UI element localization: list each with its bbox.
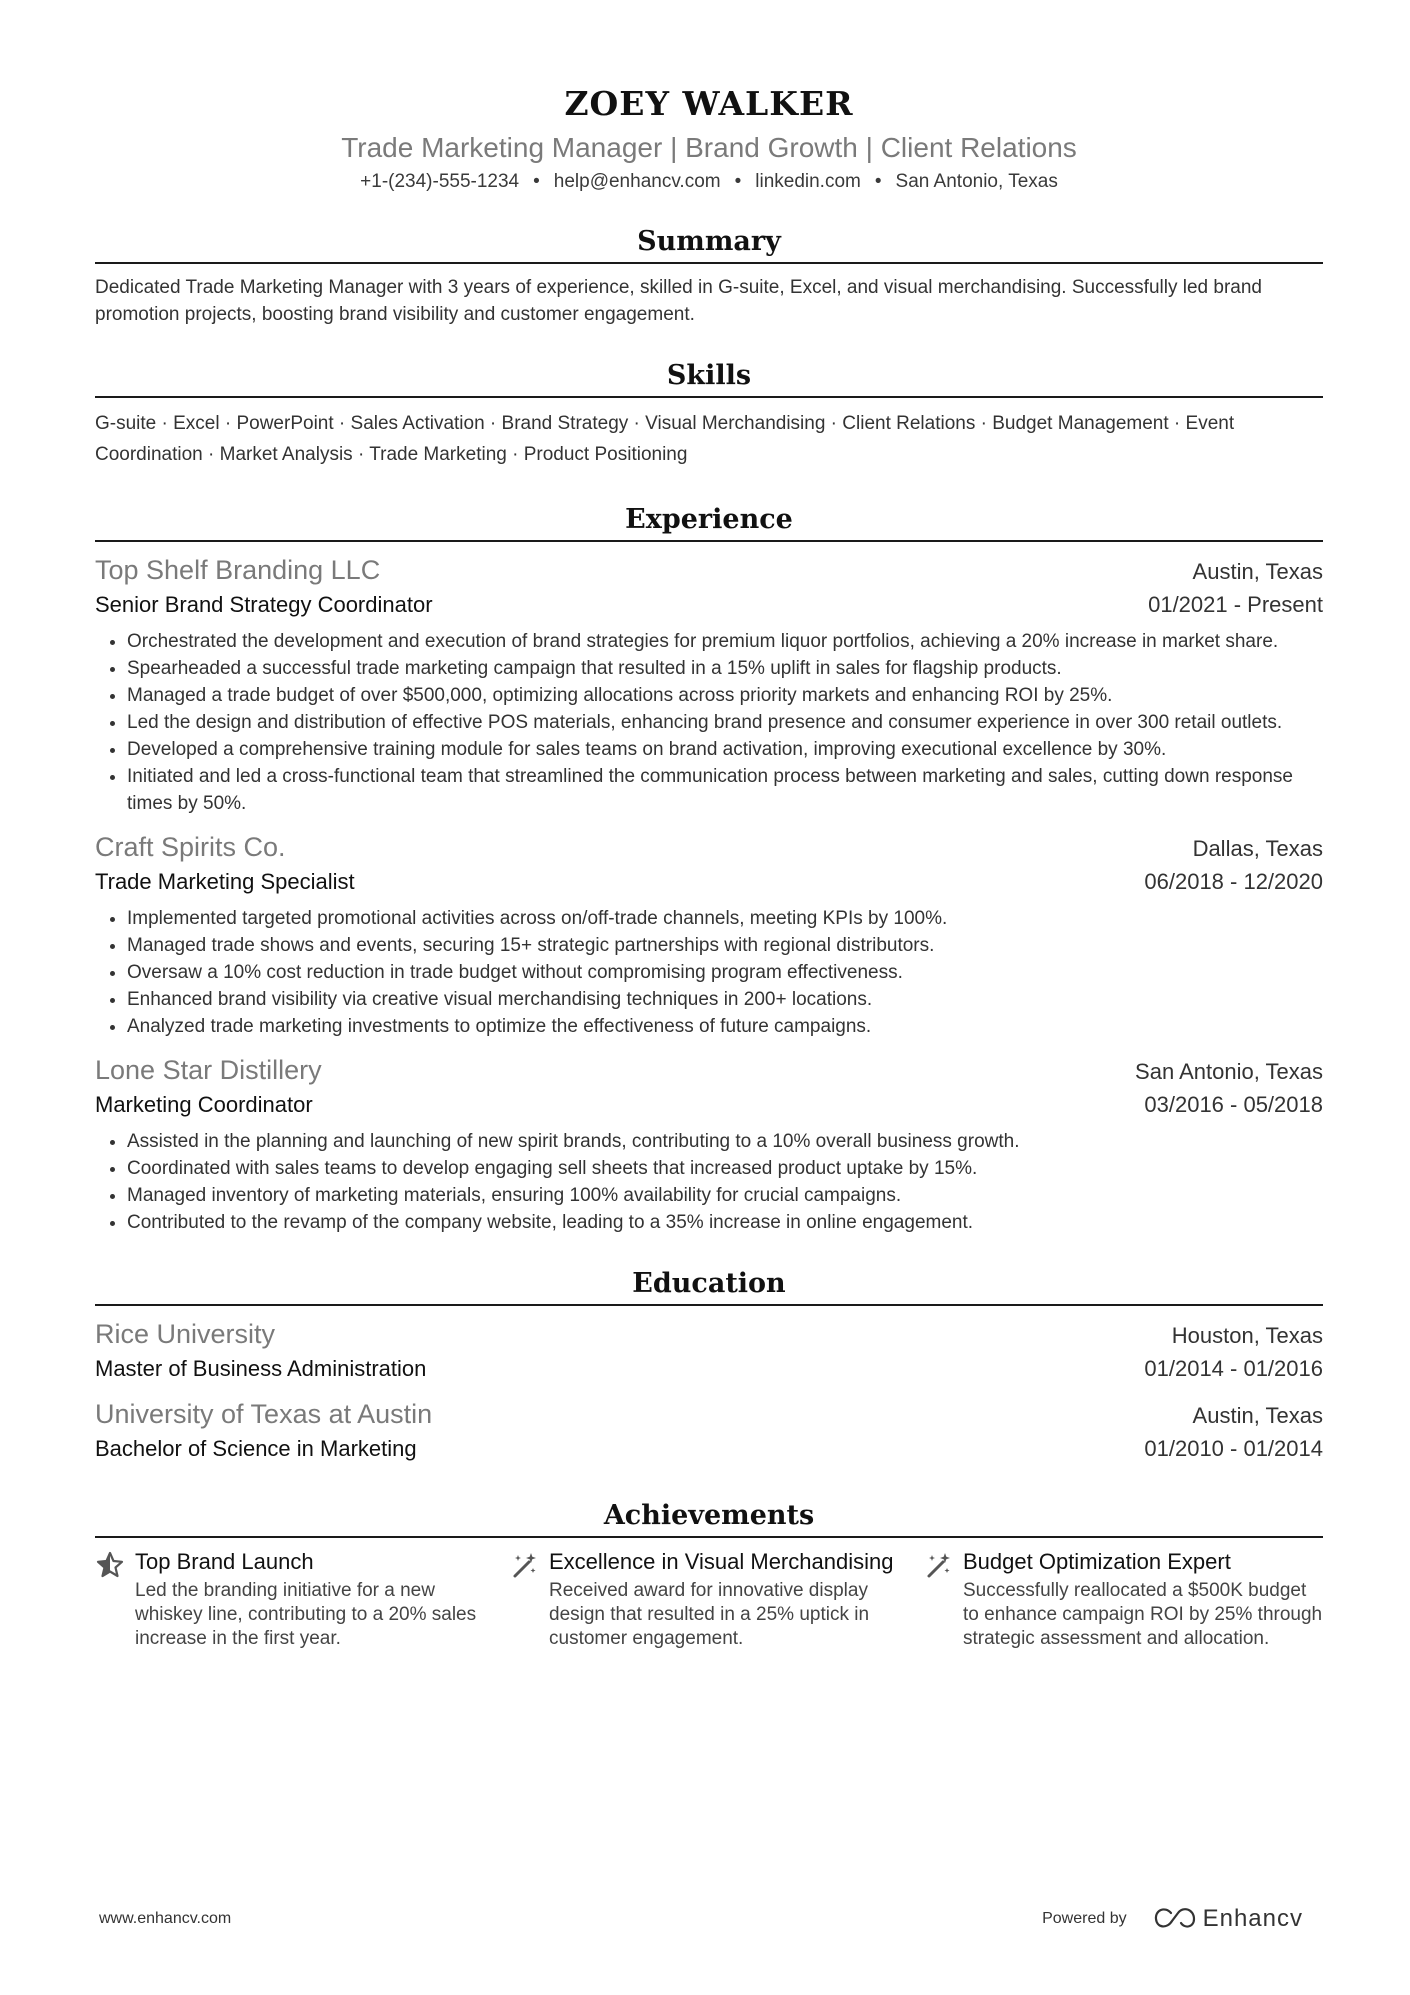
contact-email[interactable]: help@enhancv.com bbox=[553, 171, 721, 192]
experience-entry bbox=[95, 1052, 1323, 1236]
summary-text: Dedicated Trade Marketing Manager with 3 years of experience, skilled in G-suite, Excel, and visual merchandising. Successfully led brand promotion projects, boosting brand visibility and customer engagement. bbox=[95, 277, 1262, 325]
degree-name: Master of Business Administration bbox=[95, 1356, 427, 1381]
job-location: San Antonio, Texas bbox=[1135, 1059, 1323, 1084]
experience-entry bbox=[95, 829, 1323, 1040]
job-location: Austin, Texas bbox=[1192, 559, 1323, 584]
job-title: Senior Brand Strategy Coordinator bbox=[95, 592, 433, 617]
bullet-item: • Spearheaded a successful trade marketing campaign that resulted in a 15% uplift in sales for flagship products. bbox=[127, 655, 1323, 682]
experience-role-row bbox=[95, 588, 1323, 622]
experience-header-row bbox=[95, 552, 1323, 588]
achievement-card bbox=[95, 1548, 495, 1651]
bullet-item: • Enhanced brand visibility via creative visual merchandising techniques in 200+ locations. bbox=[127, 986, 1323, 1013]
bullet-item: • Analyzed trade marketing investments to optimize the effectiveness of future campaigns. bbox=[127, 1013, 1323, 1040]
experience-role-row bbox=[95, 1088, 1323, 1122]
contact-phone: +1-(234)-555-1234 bbox=[360, 171, 520, 192]
bullet-separator: • bbox=[734, 171, 742, 192]
degree-name: Bachelor of Science in Marketing bbox=[95, 1436, 417, 1461]
star-icon bbox=[95, 1548, 135, 1651]
achievement-body bbox=[135, 1548, 495, 1651]
bullet-item: • Orchestrated the development and execution of brand strategies for premium liquor portfolios, achieving a 20% increase in market share. bbox=[127, 628, 1323, 655]
wand-icon bbox=[509, 1548, 549, 1651]
achievement-title: Excellence in Visual Merchandising bbox=[549, 1549, 894, 1574]
contact-line bbox=[95, 168, 1323, 196]
school-location: Houston, Texas bbox=[1171, 1323, 1323, 1348]
achievements-grid bbox=[95, 1548, 1323, 1651]
achievement-description: Successfully reallocated a $500K budget to enhance campaign ROI by 25% through strategic assessment and allocation. bbox=[963, 1580, 1323, 1649]
resume-header bbox=[95, 80, 1323, 196]
education-section bbox=[95, 1264, 1323, 1466]
job-dates: 01/2021 - Present bbox=[1148, 592, 1323, 617]
section-heading-experience: Experience bbox=[95, 500, 1323, 542]
education-dates: 01/2014 - 01/2016 bbox=[1144, 1356, 1323, 1381]
bullet-item: • Implemented targeted promotional activities across on/off-trade channels, meeting KPIs by 100%. bbox=[127, 905, 1323, 932]
achievement-title: Budget Optimization Expert bbox=[963, 1549, 1231, 1574]
education-header-row bbox=[95, 1316, 1323, 1352]
education-degree-row bbox=[95, 1432, 1323, 1466]
contact-location: San Antonio, Texas bbox=[895, 171, 1058, 192]
bullet-item: • Assisted in the planning and launching of new spirit brands, contributing to a 10% overall business growth. bbox=[127, 1128, 1323, 1155]
section-heading-education: Education bbox=[95, 1264, 1323, 1306]
achievement-bullets bbox=[95, 905, 1323, 1040]
powered-by bbox=[1042, 1905, 1303, 1933]
candidate-title: Trade Marketing Manager | Brand Growth | Client Relations bbox=[341, 132, 1077, 163]
company-name: Craft Spirits Co. bbox=[95, 832, 286, 862]
section-heading-summary: Summary bbox=[95, 222, 1323, 264]
achievement-bullets bbox=[95, 1128, 1323, 1236]
bullet-separator: • bbox=[533, 171, 540, 192]
education-degree-row bbox=[95, 1352, 1323, 1386]
footer-url[interactable]: www.enhancv.com bbox=[99, 1910, 232, 1927]
achievement-body bbox=[963, 1548, 1323, 1651]
bullet-item: • Oversaw a 10% cost reduction in trade budget without compromising program effectiveness. bbox=[127, 959, 1323, 986]
bullet-separator: • bbox=[874, 171, 882, 192]
achievement-title: Top Brand Launch bbox=[135, 1549, 314, 1574]
education-header-row bbox=[95, 1396, 1323, 1432]
company-name: Lone Star Distillery bbox=[95, 1055, 322, 1085]
section-heading-achievements: Achievements bbox=[95, 1496, 1323, 1538]
enhancv-brand-name: Enhancv bbox=[1202, 1905, 1303, 1932]
wand-icon bbox=[923, 1548, 963, 1651]
job-dates: 06/2018 - 12/2020 bbox=[1144, 869, 1323, 894]
experience-header-row bbox=[95, 829, 1323, 865]
job-title: Trade Marketing Specialist bbox=[95, 869, 355, 894]
bullet-item: • Managed inventory of marketing materials, ensuring 100% availability for crucial campaigns. bbox=[127, 1182, 1323, 1209]
school-name: Rice University bbox=[95, 1319, 276, 1349]
job-dates: 03/2016 - 05/2018 bbox=[1144, 1092, 1323, 1117]
bullet-item: • Managed trade shows and events, securing 15+ strategic partnerships with regional distributors. bbox=[127, 932, 1323, 959]
school-name: University of Texas at Austin bbox=[95, 1399, 433, 1429]
enhancv-logo-icon bbox=[1153, 1907, 1197, 1931]
contact-linkedin[interactable]: linkedin.com bbox=[755, 171, 861, 192]
education-list bbox=[95, 1316, 1323, 1466]
education-entry bbox=[95, 1316, 1323, 1386]
experience-list bbox=[95, 552, 1323, 1236]
company-name: Top Shelf Branding LLC bbox=[95, 555, 381, 585]
job-location: Dallas, Texas bbox=[1192, 836, 1323, 861]
education-entry bbox=[95, 1396, 1323, 1466]
resume-page bbox=[95, 80, 1323, 1651]
achievement-bullets bbox=[95, 628, 1323, 817]
section-heading-skills: Skills bbox=[95, 356, 1323, 398]
experience-header-row bbox=[95, 1052, 1323, 1088]
experience-role-row bbox=[95, 865, 1323, 899]
job-title: Marketing Coordinator bbox=[95, 1092, 313, 1117]
bullet-item: • Coordinated with sales teams to develop engaging sell sheets that increased product uptake by 15%. bbox=[127, 1155, 1323, 1182]
experience-section bbox=[95, 500, 1323, 1236]
summary-section bbox=[95, 222, 1323, 328]
enhancv-logo[interactable] bbox=[1153, 1905, 1303, 1933]
education-dates: 01/2010 - 01/2014 bbox=[1144, 1436, 1323, 1461]
achievement-body bbox=[549, 1548, 909, 1651]
powered-by-label: Powered by bbox=[1042, 1910, 1127, 1927]
bullet-item: • Managed a trade budget of over $500,000, optimizing allocations across priority markets and enhancing ROI by 25%. bbox=[127, 682, 1323, 709]
achievement-card bbox=[509, 1548, 909, 1651]
achievement-description: Received award for innovative display design that resulted in a 25% uptick in customer engagement. bbox=[549, 1580, 870, 1649]
school-location: Austin, Texas bbox=[1192, 1403, 1323, 1428]
experience-entry bbox=[95, 552, 1323, 817]
candidate-name: ZOEY WALKER bbox=[564, 84, 854, 123]
page-footer bbox=[99, 1905, 1303, 1933]
bullet-item: • Contributed to the revamp of the company website, leading to a 35% increase in online engagement. bbox=[127, 1209, 1323, 1236]
achievements-section bbox=[95, 1496, 1323, 1651]
achievement-description: Led the branding initiative for a new whiskey line, contributing to a 20% sales increase in the first year. bbox=[135, 1580, 477, 1649]
achievement-card bbox=[923, 1548, 1323, 1651]
bullet-item: • Initiated and led a cross-functional team that streamlined the communication process between marketing and sales, cutting down response times by 50%. bbox=[127, 763, 1323, 817]
skills-section bbox=[95, 356, 1323, 470]
bullet-item: • Developed a comprehensive training module for sales teams on brand activation, improving executional excellence by 30%. bbox=[127, 736, 1323, 763]
bullet-item: • Led the design and distribution of effective POS materials, enhancing brand presence and consumer experience in over 300 retail outlets. bbox=[127, 709, 1323, 736]
skills-list: G-suite · Excel · PowerPoint · Sales Activation · Brand Strategy · Visual Merchandising · Client Relations · Budget Management · Event Coordination · Market Analysis · Trade Marketing · Product Positioning bbox=[95, 413, 1235, 465]
